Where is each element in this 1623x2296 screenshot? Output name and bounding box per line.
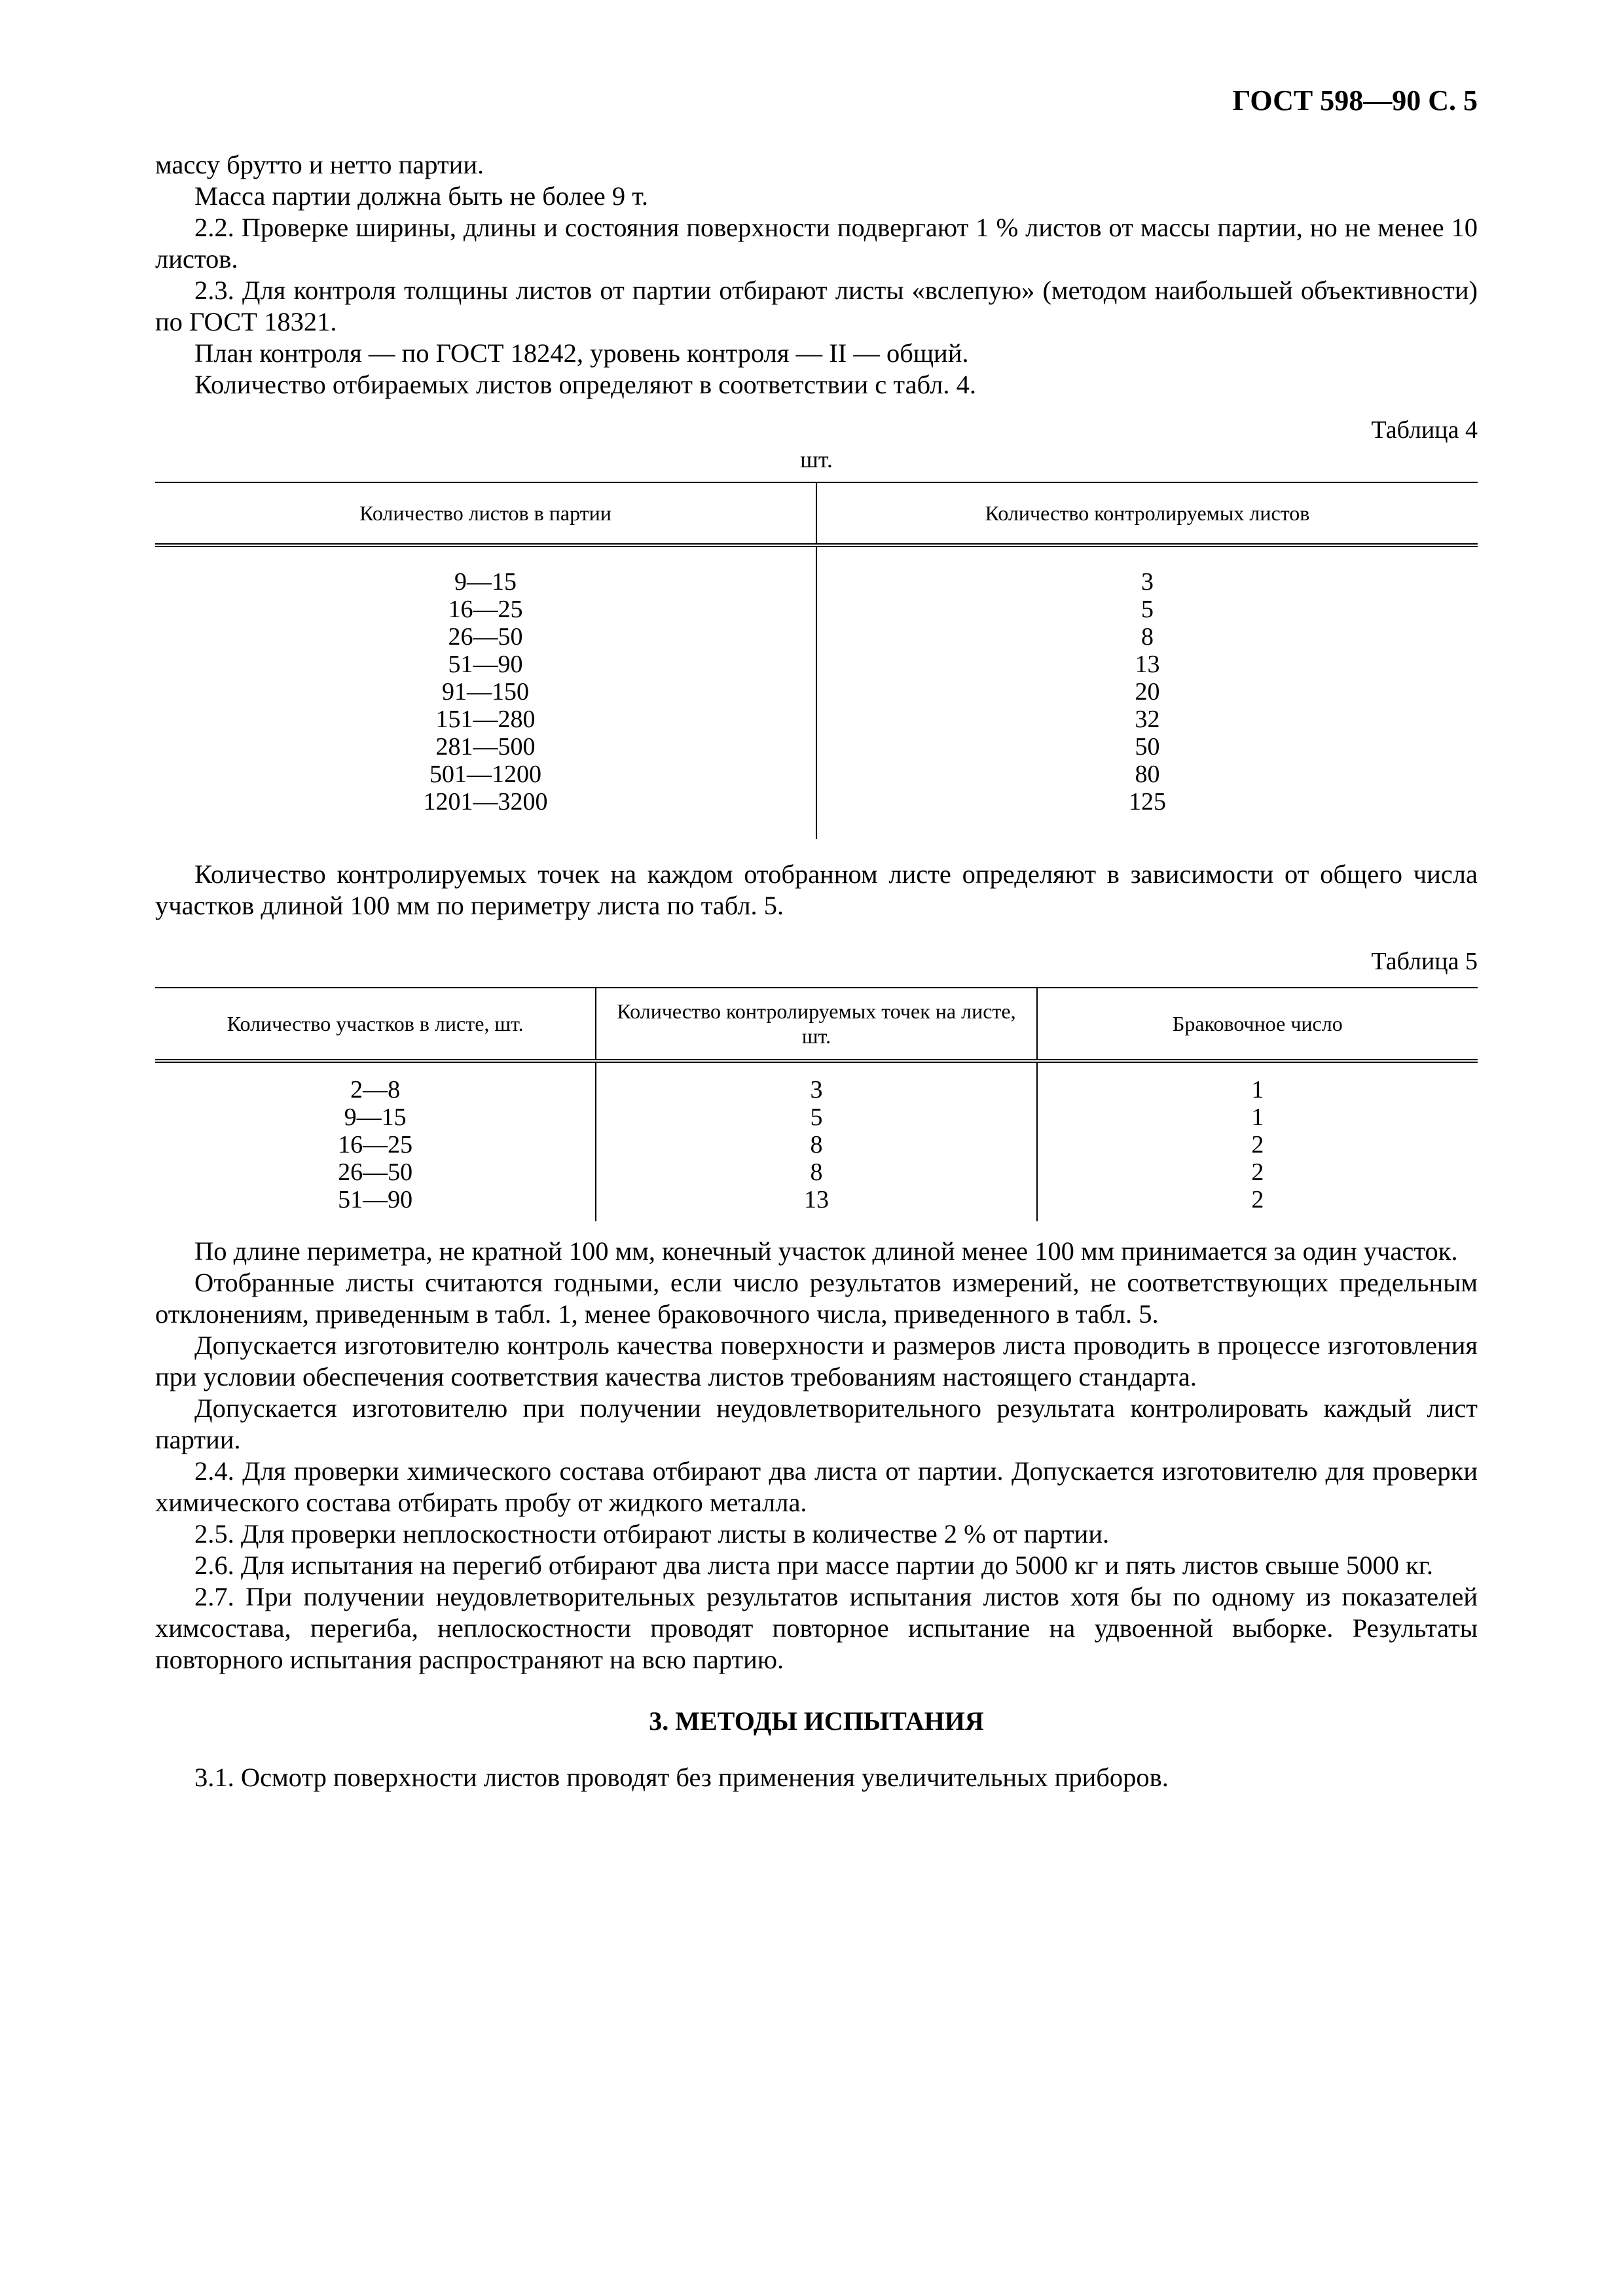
table-cell: 16—25 <box>338 1131 413 1158</box>
paragraph: По длине периметра, не кратной 100 мм, конечный участок длиной менее 100 мм принимается за один участок. <box>194 1236 1458 1266</box>
page-header: ГОСТ 598—90 С. 5 <box>1232 84 1478 117</box>
table-cell: 3 <box>1141 568 1154 596</box>
table-4 <box>155 482 1478 839</box>
table-cell: 26—50 <box>448 623 523 651</box>
table-cell: 80 <box>1135 761 1160 788</box>
table-cell: 51—90 <box>448 651 523 678</box>
table-cell: 26—50 <box>338 1158 413 1186</box>
table4-unit: шт. <box>800 446 833 473</box>
paragraph: Допускается изготовителю при получении неудовлетворительного результата контролировать каждый лист партии. <box>155 1393 1478 1454</box>
table-cell: 20 <box>1135 678 1160 706</box>
table-cell: 3 <box>810 1076 823 1103</box>
table-cell: 91—150 <box>442 678 529 706</box>
paragraph: Количество отбираемых листов определяют в соответствии с табл. 4. <box>194 370 976 399</box>
table-cell: 13 <box>803 1186 829 1213</box>
table-cell: 2—8 <box>350 1076 401 1103</box>
table-row <box>155 1061 1478 1221</box>
table-cell: 51—90 <box>338 1186 413 1213</box>
paragraph: 2.7. При получении неудовлетворительных результатов испытания листов хотя бы по одному из показателей химсостава, перегиба, неплоскостности проводят повторное испытание на удвоенной выборке. Результаты повторного испытания распространяют на всю партию. <box>155 1582 1478 1674</box>
table-cell: 32 <box>1135 706 1160 733</box>
table4-col-lots <box>155 545 816 839</box>
table5-col-reject-number <box>1037 1061 1478 1221</box>
table-cell: 50 <box>1135 733 1160 761</box>
table-cell: 2 <box>1251 1158 1264 1186</box>
table-5 <box>155 987 1478 1221</box>
table5-header-segments: Количество участков в листе, шт. <box>155 988 596 1061</box>
table-cell: 8 <box>810 1131 823 1158</box>
table-cell: 16—25 <box>448 596 523 623</box>
table-cell: 8 <box>810 1158 823 1186</box>
paragraph: 2.3. Для контроля толщины листов от партии отбирают листы «вслепую» (методом наибольшей объективности) по ГОСТ 18321. <box>155 276 1478 336</box>
table-cell: 1201—3200 <box>423 788 548 816</box>
paragraph: 3.1. Осмотр поверхности листов проводят без применения увеличительных приборов. <box>194 1763 1169 1792</box>
paragraph: Допускается изготовителю контроль качества поверхности и размеров листа проводить в процессе изготовления при условии обеспечения соответствия качества листов требованиям настоящего стандарта. <box>155 1331 1478 1391</box>
table-cell: 5 <box>810 1103 823 1131</box>
paragraph: 2.6. Для испытания на перегиб отбирают два листа при массе партии до 5000 кг и пять листов свыше 5000 кг. <box>194 1551 1433 1580</box>
table-row <box>155 545 1478 839</box>
table-cell: 9—15 <box>454 568 517 596</box>
table-cell: 501—1200 <box>429 761 541 788</box>
table-cell: 1 <box>1251 1103 1264 1131</box>
paragraph: Масса партии должна быть не более 9 т. <box>194 181 649 211</box>
table-cell: 281—500 <box>435 733 536 761</box>
table4-col-controlled <box>816 545 1478 839</box>
table5-header-points: Количество контролируемых точек на листе, шт. <box>596 988 1036 1061</box>
paragraph: 2.5. Для проверки неплоскостности отбирают листы в количестве 2 % от партии. <box>194 1519 1110 1549</box>
paragraph: массу брутто и нетто партии. <box>155 150 484 179</box>
table-cell: 125 <box>1129 788 1166 816</box>
table-cell: 2 <box>1251 1131 1264 1158</box>
table-cell: 1 <box>1251 1076 1264 1103</box>
table-cell: 2 <box>1251 1186 1264 1213</box>
table5-col-points <box>596 1061 1036 1221</box>
table5-title: Таблица 5 <box>1371 948 1478 975</box>
table-cell: 8 <box>1141 623 1154 651</box>
paragraph: План контроля — по ГОСТ 18242, уровень контроля — II — общий. <box>194 338 969 368</box>
table5-header-reject-number: Браковочное число <box>1037 988 1478 1061</box>
table5-col-segments <box>155 1061 596 1221</box>
section-heading: 3. МЕТОДЫ ИСПЫТАНИЯ <box>649 1706 984 1736</box>
table4-title: Таблица 4 <box>1371 416 1478 444</box>
paragraph: Отобранные листы считаются годными, если число результатов измерений, не соответствующих предельным отклонениям, приведенным в табл. 1, менее браковочного числа, приведенного в табл. 5. <box>155 1268 1478 1329</box>
table4-header-controlled: Количество контролируемых листов <box>816 482 1478 545</box>
paragraph: 2.2. Проверке ширины, длины и состояния поверхности подвергают 1 % листов от массы партии, но не менее 10 листов. <box>155 213 1478 274</box>
paragraph: Количество контролируемых точек на каждом отобранном листе определяют в зависимости от общего числа участков длиной 100 мм по периметру листа по табл. 5. <box>155 859 1478 920</box>
table-cell: 5 <box>1141 596 1154 623</box>
table-cell: 151—280 <box>435 706 536 733</box>
paragraph: 2.4. Для проверки химического состава отбирают два листа от партии. Допускается изготовителю для проверки химического состава отбирать пробу от жидкого металла. <box>155 1456 1478 1517</box>
table-cell: 13 <box>1135 651 1160 678</box>
table4-header-lots: Количество листов в партии <box>155 482 816 545</box>
table-cell: 9—15 <box>344 1103 407 1131</box>
document-body <box>155 149 1478 1793</box>
